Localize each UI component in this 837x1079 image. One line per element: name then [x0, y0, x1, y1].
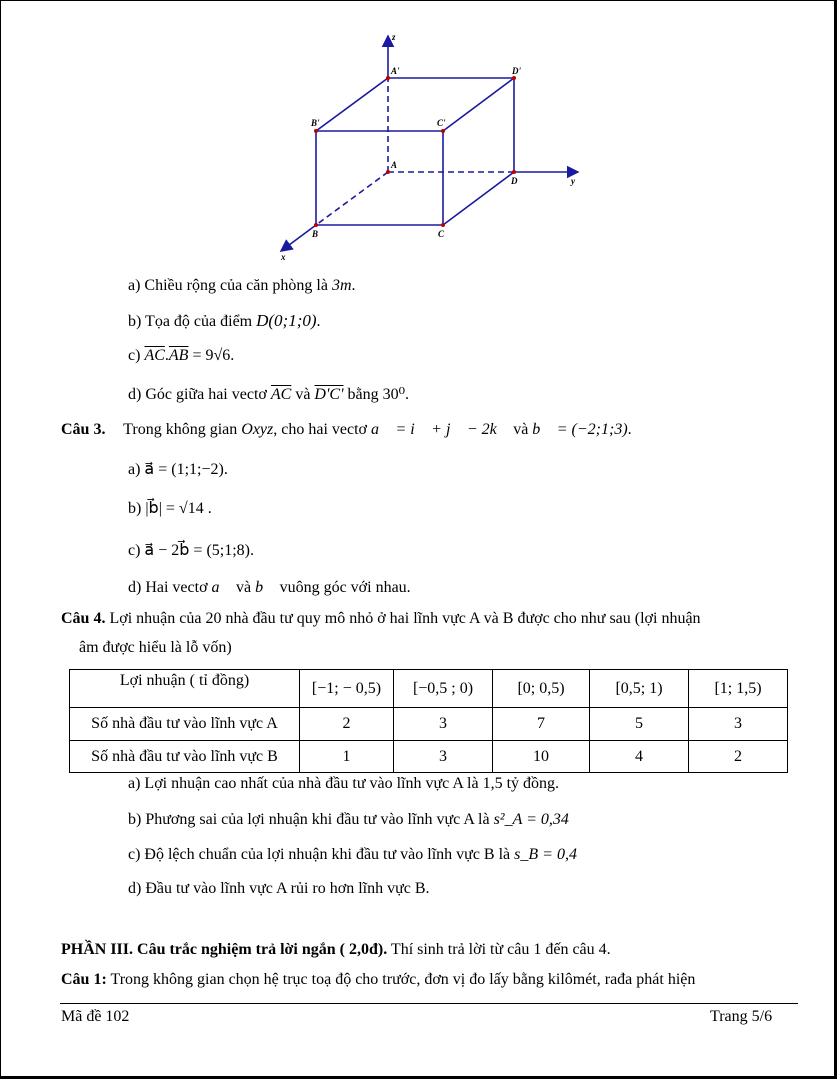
- q2-option-b: [128, 311, 321, 331]
- label-B': B': [311, 118, 320, 128]
- q2-b-value: D(0;1;0): [256, 311, 317, 330]
- part3-heading: [61, 941, 611, 959]
- part3-q1-text: Trong không gian chọn hệ trục toạ độ cho trước, đơn vị đo lấy bằng kilômét, rađa phát hiện: [106, 971, 696, 988]
- table-header-cell: [−1; − 0,5): [300, 670, 394, 708]
- part3-title: PHẦN III. Câu trắc nghiệm trả lời ngắn ( 2,0đ).: [61, 941, 388, 958]
- q3-stem: [61, 421, 632, 439]
- q3-and: và: [509, 421, 533, 438]
- q3-space: Oxyz: [241, 421, 274, 438]
- part3-q1: [61, 971, 695, 989]
- q4-count: 20: [205, 610, 222, 627]
- q3-a-text: a) a⃗ = (1;1;−2).: [128, 461, 228, 478]
- q3-option-d: [128, 579, 411, 597]
- q4-option-c: [128, 846, 577, 864]
- q4-option-b: [128, 811, 569, 829]
- q3-end: .: [627, 421, 632, 438]
- q2-option-d: [128, 384, 409, 404]
- table-cell: 10: [493, 741, 590, 773]
- q3-vector-a-def: a⃗ = i⃗ + j⃗ − 2k⃗: [371, 421, 510, 438]
- q2-c-vector-ac: $\overline{AC}$: [144, 347, 165, 364]
- q2-c-value: = 9√6: [188, 347, 231, 364]
- table-row: [70, 708, 788, 741]
- q4-stem-line1: [61, 610, 701, 628]
- q3-text-1: Trong không gian: [123, 421, 242, 438]
- table-cell: 4: [590, 741, 689, 773]
- label-D: D: [511, 176, 518, 186]
- q2-c-vector-ab: $\overline{AB}$: [168, 347, 189, 364]
- table-cell: 2: [689, 741, 788, 773]
- q3-d-vector-a: a⃗: [211, 579, 232, 596]
- q2-a-value: 3m: [331, 277, 352, 294]
- label-C': C': [437, 118, 446, 128]
- q4-text-1: Lợi nhuận của: [105, 610, 206, 627]
- label-A': A': [391, 66, 400, 76]
- q3-c-text: c) a⃗ − 2b⃗ = (5;1;8).: [128, 542, 254, 559]
- q3-option-c: [128, 540, 254, 560]
- table-header-cell: [1; 1,5): [689, 670, 788, 708]
- q3-option-a: [128, 459, 228, 479]
- hidden-edge-AB: [316, 172, 388, 225]
- table-cell: 5: [590, 708, 689, 741]
- profit-table: [69, 669, 788, 773]
- q3-text-2: , cho hai vectơ: [273, 421, 372, 438]
- label-B: B: [312, 229, 319, 239]
- edge-D'C': [443, 78, 514, 131]
- q3-b-text: b) |b⃗| = √14 .: [128, 500, 212, 517]
- table-cell: Số nhà đầu tư vào lĩnh vực B: [70, 741, 300, 773]
- label-z: z: [392, 32, 396, 42]
- q2-c-end: .: [230, 347, 235, 364]
- q4-c-text: c) Độ lệch chuẩn của lợi nhuận khi đầu tư vào lĩnh vực B là: [128, 846, 515, 863]
- table-cell: 3: [394, 741, 493, 773]
- point-C': [441, 129, 445, 133]
- point-C: [441, 223, 445, 227]
- table-header-cell: [0,5; 1): [590, 670, 689, 708]
- table-cell: 2: [300, 708, 394, 741]
- point-D': [512, 76, 516, 80]
- table-header-row: [70, 670, 788, 708]
- table-header-cell: [0; 0,5): [493, 670, 590, 708]
- q2-d-text: d) Góc giữa hai vectơ: [128, 386, 271, 403]
- x-axis: [281, 225, 319, 251]
- point-B: [314, 223, 318, 227]
- q4-b-text: b) Phương sai của lợi nhuận khi đầu tư vào lĩnh vực A là: [128, 811, 494, 828]
- edge-A'B': [316, 78, 388, 131]
- q2-d-and: và: [291, 386, 315, 403]
- label-x: x: [281, 252, 286, 262]
- label-y: y: [571, 176, 575, 186]
- q2-a-text: a) Chiều rộng của căn phòng là: [128, 277, 332, 294]
- part3-instruction: Thí sinh trả lời từ câu 1 đến câu 4.: [387, 941, 611, 958]
- q4-d-text: d) Đầu tư vào lĩnh vực A rủi ro hơn lĩnh vực B.: [128, 880, 430, 897]
- q4-option-d: [128, 880, 430, 898]
- q4-text-3: âm được hiểu là lỗ vốn): [79, 639, 232, 656]
- q2-d-vector-dc: D'C': [314, 386, 344, 403]
- point-D: [512, 170, 516, 174]
- q3-d-text-1: d) Hai vectơ: [128, 579, 212, 596]
- footer-exam-code: Mã đề 102: [61, 1008, 130, 1025]
- q2-a-end: .: [351, 277, 356, 294]
- point-A: [386, 170, 390, 174]
- q3-d-text-2: vuông góc với nhau.: [275, 579, 411, 596]
- label-A: A: [391, 160, 398, 170]
- label-C: C: [438, 229, 445, 239]
- q4-a-text: a) Lợi nhuận cao nhất của nhà đầu tư vào lĩnh vực A là 1,5 tỷ đồng.: [128, 775, 560, 792]
- footer-divider: [60, 1003, 798, 1004]
- table-cell: 3: [394, 708, 493, 741]
- q4-b-value: s²_A = 0,34: [493, 811, 569, 828]
- table-header-cell: Lợi nhuận ( tỉ đồng): [70, 670, 300, 708]
- table-cell: 1: [300, 741, 394, 773]
- q3-option-b: [128, 498, 212, 518]
- q2-d-vector-ac: $\overline{AC}$: [270, 386, 292, 403]
- q2-option-a: [128, 277, 356, 295]
- footer-page-number: Trang 5/6: [710, 1008, 773, 1025]
- q2-b-end: .: [316, 313, 321, 330]
- box-figure: [270, 28, 590, 263]
- q4-label: Câu 4.: [61, 610, 106, 627]
- q3-d-vector-b: b⃗: [255, 579, 276, 596]
- table-cell: Số nhà đầu tư vào lĩnh vực A: [70, 708, 300, 741]
- q4-stem-line2: [79, 639, 232, 657]
- table-header-cell: [−0,5 ; 0): [394, 670, 493, 708]
- q4-text-2: nhà đầu tư quy mô nhỏ ở hai lĩnh vực A và B được cho như sau (lợi nhuận: [221, 610, 701, 627]
- q2-b-text: b) Tọa độ của điểm: [128, 313, 257, 330]
- edge-CD: [443, 172, 514, 225]
- point-B': [314, 129, 318, 133]
- point-A': [386, 76, 390, 80]
- table-cell: 7: [493, 708, 590, 741]
- q2-option-c: [128, 347, 234, 365]
- part3-q1-label: Câu 1:: [61, 971, 107, 988]
- table-row: [70, 741, 788, 773]
- q4-c-value: s_B = 0,4: [514, 846, 577, 863]
- q3-label: Câu 3.: [61, 421, 106, 438]
- q3-vector-b-def: b⃗ = (−2;1;3): [532, 421, 628, 438]
- table-cell: 3: [689, 708, 788, 741]
- q3-d-and: và: [232, 579, 256, 596]
- label-D': D': [512, 66, 521, 76]
- q4-option-a: [128, 775, 559, 793]
- q2-d-end: bằng 30⁰.: [343, 386, 410, 403]
- q2-c-dot: .: [164, 347, 169, 364]
- q2-c-prefix: c): [128, 347, 145, 364]
